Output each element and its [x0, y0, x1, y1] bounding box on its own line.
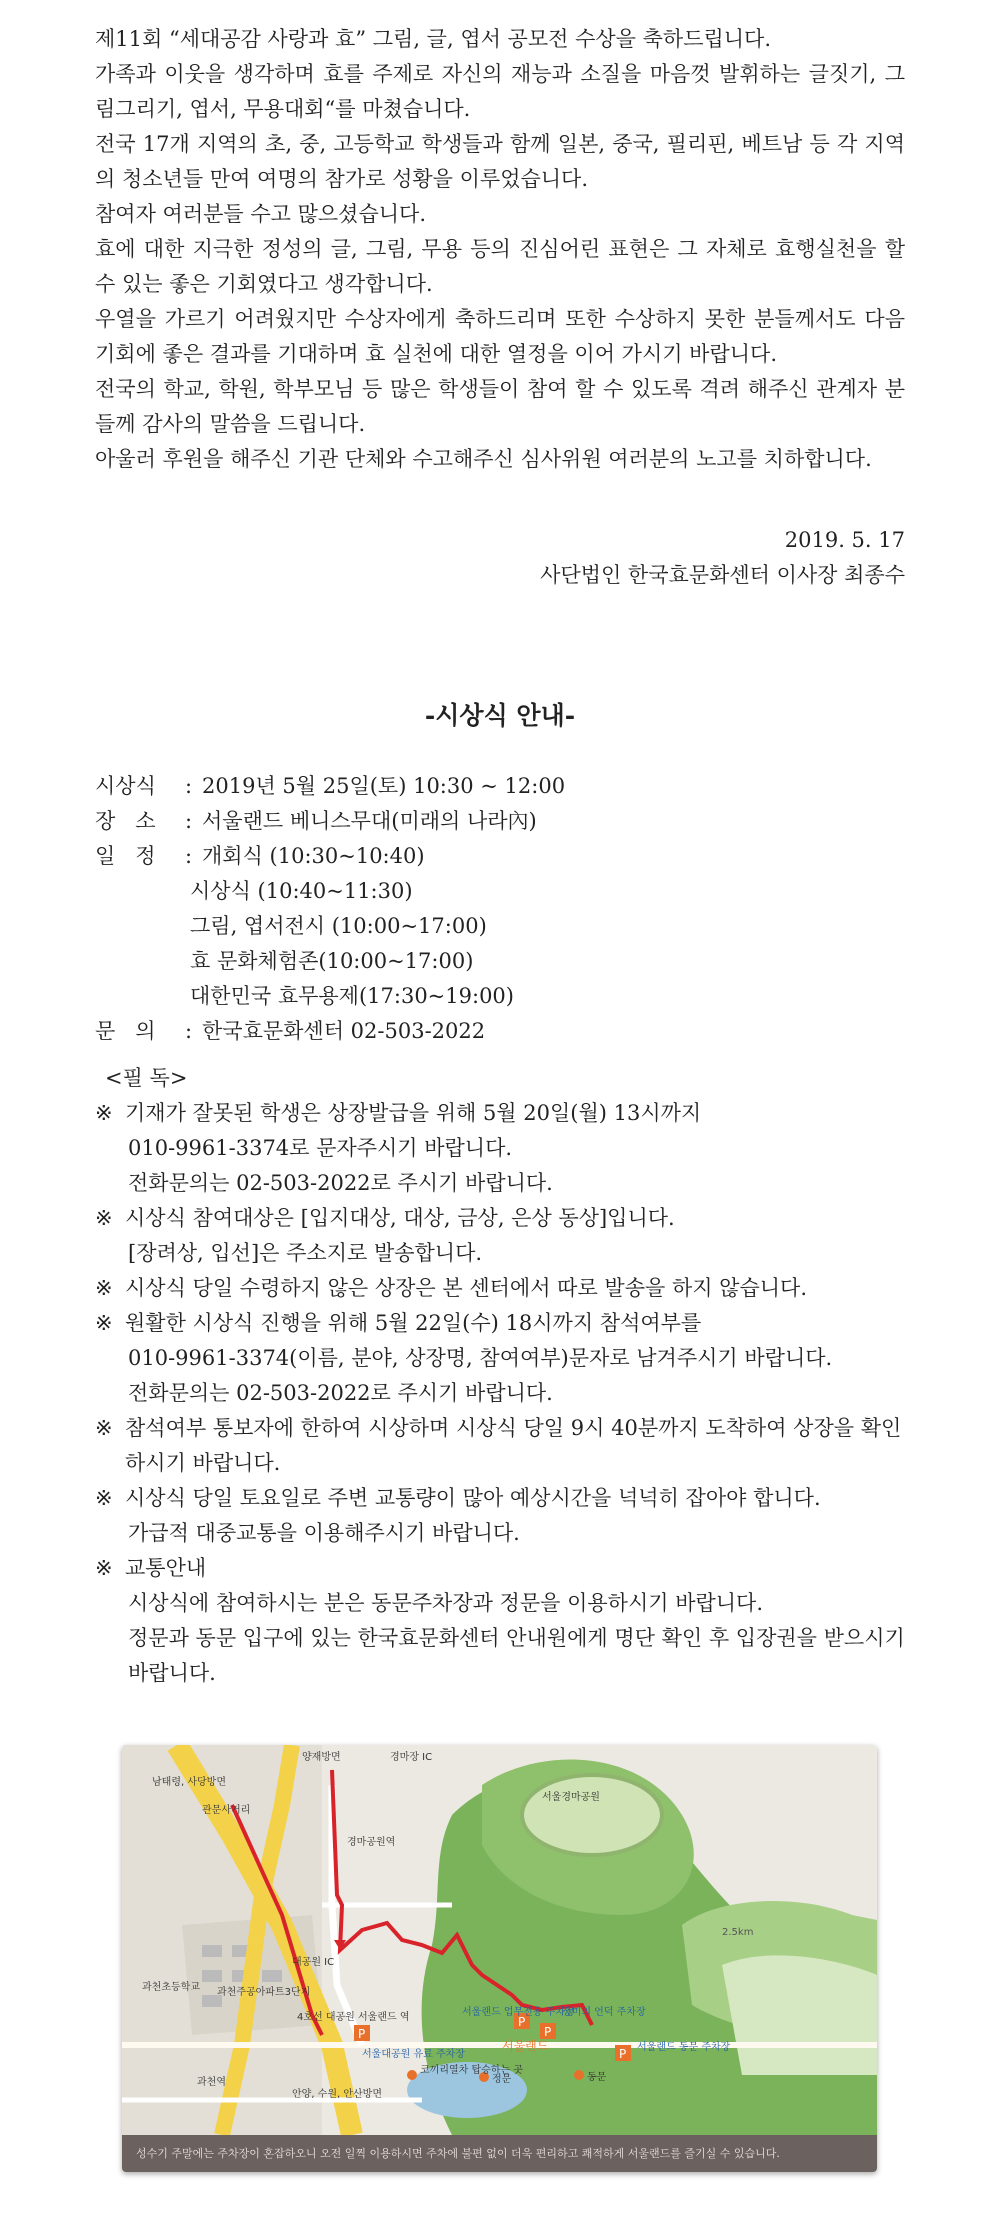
svg-text:P: P [518, 2015, 526, 2029]
letter-paragraph: 제11회 “세대공감 사랑과 효” 그림, 글, 엽서 공모전 수상을 축하드립니다. [95, 27, 772, 51]
ceremony-label: 시상식 [95, 774, 156, 798]
contact-value: 한국효문화센터 02-503-2022 [202, 1019, 486, 1043]
reference-mark-icon: ※ [95, 1206, 113, 1230]
letter-paragraph: 전국의 학교, 학원, 학부모님 등 많은 학생들이 참여 할 수 있도록 격려 해주신 관계자 분들께 감사의 말씀을 드립니다. [95, 377, 905, 436]
notice-line: 정문과 동문 입구에 있는 한국효문화센터 안내원에게 명단 확인 후 입장권을 받으시기 바랍니다. [128, 1626, 905, 1685]
notice-item [95, 1551, 905, 1691]
notice-line: 참석여부 통보자에 한하여 시상하며 시상식 당일 9시 40분까지 도착하여 상장을 확인하시기 바랍니다. [125, 1416, 902, 1475]
letter-date: 2019. 5. 17 [784, 528, 905, 552]
map-label-apartment: 과천주공아파트3단지 [217, 1987, 311, 1998]
schedule-label: 일 정 [95, 844, 156, 868]
place-value: 서울랜드 베니스무대(미래의 나라內) [202, 809, 537, 833]
map-label-school: 과천초등학교 [142, 1982, 200, 1993]
reference-mark-icon: ※ [95, 1416, 113, 1440]
notice-line: [장려상, 입선]은 주소지로 발송합니다. [128, 1241, 483, 1265]
map-label-racecourse: 서울경마공원 [542, 1792, 600, 1803]
map-label-gyeongmajang: 경마장 IC [390, 1752, 433, 1763]
map-label-direction-south: 안양, 수원, 안산방면 [292, 2089, 382, 2100]
contact-label: 문 의 [95, 1019, 156, 1043]
notice-line: 010-9961-3374(이름, 분야, 상장명, 참여여부)문자로 남겨주시기 바랍니다. [128, 1346, 833, 1370]
map-label-gwacheon-station: 과천역 [197, 2077, 226, 2088]
notice-item [95, 1201, 905, 1271]
notice-line: 원활한 시상식 진행을 위해 5월 22일(수) 18시까지 참석여부를 [125, 1311, 702, 1335]
map-label-namtae: 남태령, 사당방면 [152, 1777, 226, 1788]
notice-line: 교통안내 [125, 1556, 207, 1580]
map-label-east-parking: 서울랜드 동문 주차장 [637, 2042, 731, 2053]
map-label-trail: 2.5km [722, 1927, 754, 1938]
letter-paragraph: 우열을 가르기 어려웠지만 수상자에게 축하드리며 또한 수상하지 못한 분들께서도 다음 기회에 좋은 결과를 기대하며 효 실천에 대한 열정을 이어 가시기 바랍니다. [95, 307, 905, 366]
reference-mark-icon: ※ [95, 1486, 113, 1510]
reference-mark-icon: ※ [95, 1276, 113, 1300]
map-label-seoulland: 서울랜드 [502, 2039, 549, 2053]
place-row: 장 소 : 서울랜드 베니스무대(미래의 나라內) [95, 804, 905, 839]
map-label-gwanmun: 관문사거리 [202, 1805, 251, 1816]
svg-text:P: P [544, 2025, 552, 2039]
letter-paragraph: 참여자 여러분들 수고 많으셨습니다. [95, 202, 426, 226]
notice-line: 시상식 당일 토요일로 주변 교통량이 많아 예상시간을 넉넉히 잡아야 합니다. [125, 1486, 821, 1510]
map-label-east-gate: 동문 [587, 2072, 607, 2083]
notice-line: 시상식 참여대상은 [입지대상, 대상, 금상, 은상 동상]입니다. [125, 1206, 675, 1230]
letter-paragraph: 아울러 후원을 해주신 기관 단체와 수고해주신 심사위원 여러분의 노고를 치하합니다. [95, 447, 872, 471]
map-label-racecourse-station: 경마공원역 [347, 1837, 396, 1848]
map-label-main-gate: 정문 [492, 2074, 512, 2085]
notice-item [95, 1481, 905, 1551]
reference-mark-icon: ※ [95, 1556, 113, 1580]
must-read-notes [95, 1096, 905, 1691]
reference-mark-icon: ※ [95, 1101, 113, 1125]
letter-paragraph: 가족과 이웃을 생각하며 효를 주제로 자신의 재능과 소질을 마음껏 발휘하는 글짓기, 그림그리기, 엽서, 무용대회“를 마쳤습니다. [95, 62, 905, 121]
notice-line: 시상식 당일 수령하지 않은 상장은 본 센터에서 따로 발송을 하지 않습니다. [125, 1276, 808, 1300]
map-canvas [122, 1745, 877, 2135]
letter-body [95, 22, 905, 477]
map-label-yangjae: 양재방면 [302, 1752, 341, 1763]
svg-text:P: P [619, 2047, 627, 2061]
ceremony-value: 2019년 5월 25일(토) 10:30 ~ 12:00 [202, 774, 566, 798]
letter-paragraph: 전국 17개 지역의 초, 중, 고등학교 학생들과 함께 일본, 중국, 필리핀, 베트남 등 각 지역의 청소년들 만여 여명의 참가로 성황을 이루었습니다. [95, 132, 905, 191]
map-label-business-parking: 서울랜드 업무전용 주차장 [462, 2007, 575, 2018]
schedule-row: 일 정 : 개회식 (10:30~10:40) [95, 839, 905, 874]
map-label-paid-parking: 서울대공원 유료 주차장 [362, 2049, 465, 2060]
directions-map [122, 1745, 877, 2172]
notice-item [95, 1306, 905, 1411]
notice-line: 전화문의는 02-503-2022로 주시기 바랍니다. [128, 1381, 553, 1405]
must-read-title: <필 독> [105, 1066, 188, 1090]
notice-title: -시상식 안내- [424, 701, 576, 730]
contact-row: 문 의 : 한국효문화센터 02-503-2022 [95, 1014, 905, 1049]
schedule-item: 효 문화체험존(10:00~17:00) [190, 949, 474, 973]
schedule-item: 그림, 엽서전시 (10:00~17:00) [190, 914, 487, 938]
schedule-item: 시상식 (10:40~11:30) [190, 879, 413, 903]
schedule-item: 대한민국 효무용제(17:30~19:00) [190, 984, 514, 1008]
letter-signature: 사단법인 한국효문화센터 이사장 최종수 [540, 563, 905, 587]
map-label-daegongwon-ic: 대공원 IC [292, 1957, 335, 1968]
notice-line: 010-9961-3374로 문자주시기 바랍니다. [128, 1136, 513, 1160]
place-label: 장 소 [95, 809, 156, 833]
ceremony-row: 시상식 : 2019년 5월 25일(토) 10:30 ~ 12:00 [95, 769, 905, 804]
notice-item [95, 1271, 905, 1306]
notice-line: 전화문의는 02-503-2022로 주시기 바랍니다. [128, 1171, 553, 1195]
map-label-rose-parking: 장미의 언덕 주차장 [562, 2007, 646, 2018]
map-label-daegongwon-station: 4호선 대공원 서울랜드 역 [297, 2012, 410, 2023]
notice-line: 가급적 대중교통을 이용해주시기 바랍니다. [128, 1521, 520, 1545]
notice-line: 기재가 잘못된 학생은 상장발급을 위해 5월 20일(월) 13시까지 [125, 1101, 702, 1125]
letter-paragraph: 효에 대한 지극한 정성의 글, 그림, 무용 등의 진심어린 표현은 그 자체로 효행실천을 할 수 있는 좋은 기회였다고 생각합니다. [95, 237, 905, 296]
schedule-item: 개회식 (10:30~10:40) [202, 844, 425, 868]
svg-text:P: P [358, 2027, 366, 2041]
map-footer-note: 성수기 주말에는 주차장이 혼잡하오니 오전 일찍 이용하시면 주차에 불편 없이 더욱 편리하고 쾌적하게 서울랜드를 즐기실 수 있습니다. [122, 2135, 877, 2172]
document-page [95, 22, 905, 1691]
notice-item [95, 1411, 905, 1481]
reference-mark-icon: ※ [95, 1311, 113, 1335]
notice-item [95, 1096, 905, 1201]
map-label-elephant: 코끼리열차 탑승하는 곳 [420, 2065, 523, 2076]
notice-line: 시상식에 참여하시는 분은 동문주차장과 정문을 이용하시기 바랍니다. [128, 1591, 764, 1615]
